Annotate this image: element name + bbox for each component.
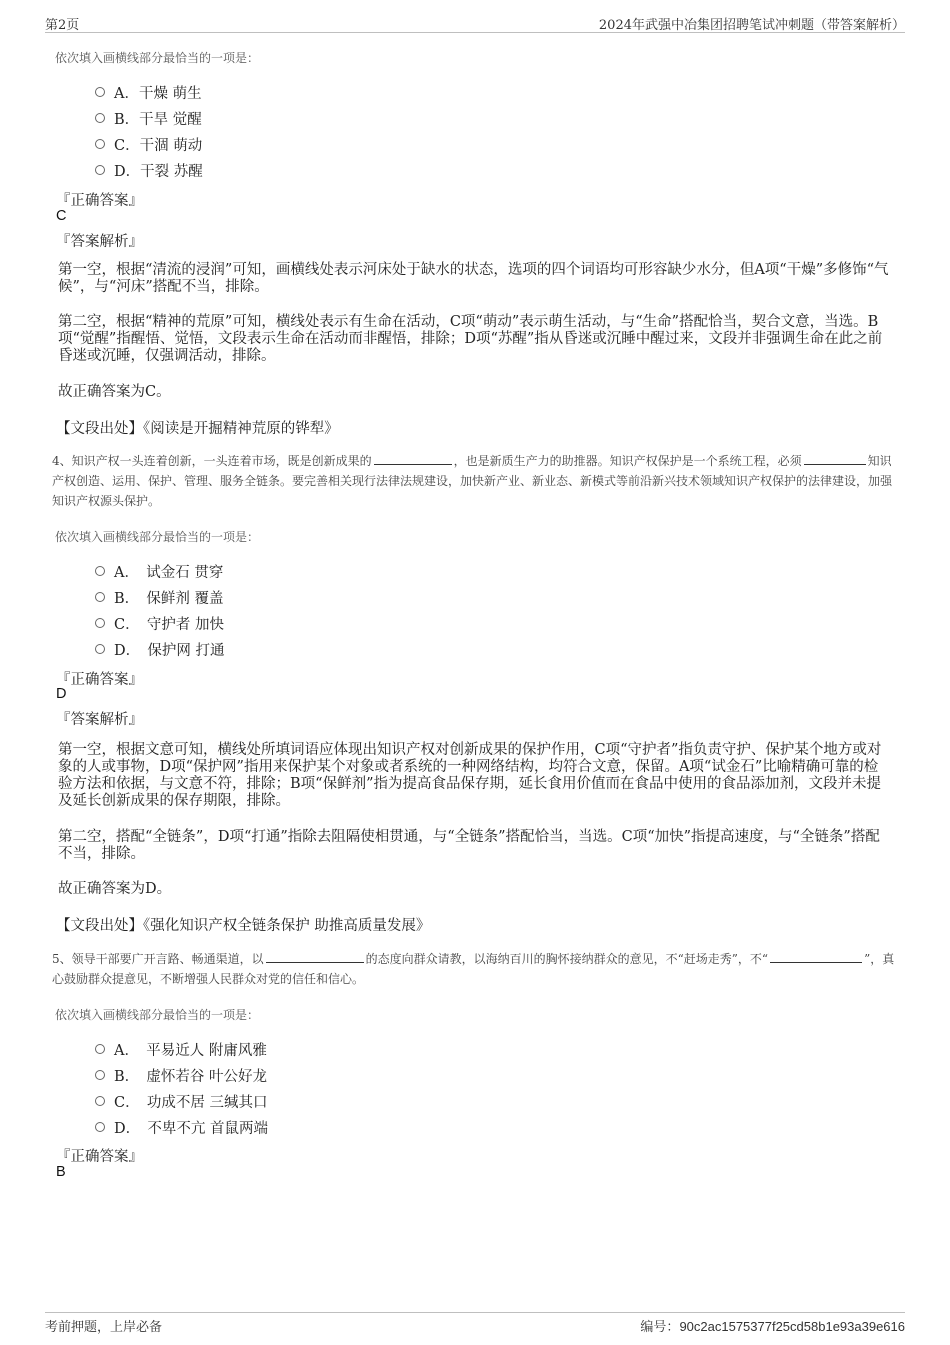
q4-blank-1: [374, 452, 452, 465]
q4-analysis-paragraph-1: 第一空，根据文意可知，横线处所填词语应体现出知识产权对创新成果的保护作用，C项“守护者”指负责守护、保护某个地方或对象的人或事物，D项“保护网”指用来保护某个对象或者系统的一种网络结构，均符合文意，保留。A项“试金石”比喻精确可靠的检验方法和依据，与文意不符，排除；B项“保鲜剂”指为提高食品保存期，延长食用价值而在食品中使用的食品添加剂，文段并未提及延长创新成果的保存期限，排除。: [58, 742, 882, 809]
q3-option-a[interactable]: A．干燥 萌生: [95, 82, 202, 104]
radio-icon[interactable]: [95, 1096, 105, 1106]
q4-answer: D: [56, 686, 67, 702]
analysis-label: 『答案解析』: [56, 712, 143, 728]
q3-analysis-paragraph-2: 第二空，根据“精神的荒原”可知，横线处表示有生命在活动，C项“萌动”表示萌生活动，与“生命”搭配恰当，契合文意，当选。B项“觉醒”指醒悟、觉悟，文段表示生命在活动而非醒悟，排除；D项“苏醒”指从昏迷或沉睡中醒过来，文段并非强调生命在此之前昏迷或沉睡，仅强调活动，排除。: [58, 314, 883, 364]
q5-option-c[interactable]: C． 功成不居 三缄其口: [95, 1091, 267, 1113]
radio-icon[interactable]: [95, 566, 105, 576]
radio-icon[interactable]: [95, 139, 105, 149]
radio-icon[interactable]: [95, 618, 105, 628]
q3-answer: C: [56, 208, 67, 224]
q3-option-d[interactable]: D．干裂 苏醒: [95, 160, 203, 182]
radio-icon[interactable]: [95, 592, 105, 602]
q4-stem: 4、知识产权一头连着创新，一头连着市场，既是创新成果的 ，也是新质生产力的助推器。知识产权保护是一个系统工程，必须 知识产权创造、运用、保护、管理、服务全链条。要完善相关现行法律法规建设，加快新产业、新业态、新模式等前沿新兴技术领域知识产权保护的法律建设，加强知识产权源头保护。: [52, 454, 893, 508]
correct-answer-label: 『正确答案』: [56, 193, 143, 209]
correct-answer-label: 『正确答案』: [56, 672, 143, 688]
radio-icon[interactable]: [95, 1070, 105, 1080]
q3-analysis-paragraph-1: 第一空，根据“清流的浸润”可知，画横线处表示河床处于缺水的状态，选项的四个词语均可形容缺少水分，但A项“干燥”多修饰“气候”，与“河床”搭配不当，排除。: [58, 262, 889, 295]
page-footer: [45, 1312, 905, 1337]
radio-icon[interactable]: [95, 113, 105, 123]
q4-analysis-paragraph-2: 第二空，搭配“全链条”，D项“打通”指除去阻隔使相贯通，与“全链条”搭配恰当，当选。C项“加快”指提高速度，与“全链条”搭配不当，排除。: [58, 829, 880, 862]
q5-option-b[interactable]: B． 虚怀若谷 叶公好龙: [95, 1065, 267, 1087]
q4-option-d[interactable]: D． 保护网 打通: [95, 639, 224, 661]
q4-option-a[interactable]: A． 试金石 贯穿: [95, 561, 223, 583]
radio-icon[interactable]: [95, 165, 105, 175]
q5-stem: 5、领导干部要广开言路、畅通渠道，以 的态度向群众请教，以海纳百川的胸怀接纳群众的意见，不“赶场走秀”，不“ ”，真心鼓励群众提意见，不断增强人民群众对党的信任和信心。: [52, 952, 895, 986]
q3-analysis-conclusion: 故正确答案为C。: [58, 384, 171, 400]
page-number: 第2页: [45, 18, 80, 33]
q5-answer: B: [56, 1164, 66, 1180]
q3-source: 【文段出处】《阅读是开掘精神荒原的铧犁》: [56, 421, 339, 437]
radio-icon[interactable]: [95, 1122, 105, 1132]
q3-option-b[interactable]: B．干旱 觉醒: [95, 108, 202, 130]
radio-icon[interactable]: [95, 87, 105, 97]
q5-blank-1: [266, 950, 364, 963]
q4-option-c[interactable]: C． 守护者 加快: [95, 613, 224, 635]
q4-analysis-conclusion: 故正确答案为D。: [58, 881, 172, 897]
page-header: [45, 12, 905, 33]
q5-option-a[interactable]: A． 平易近人 附庸风雅: [95, 1039, 267, 1061]
q4-blank-2: [804, 452, 866, 465]
question-prompt: 依次填入画横线部分最恰当的一项是：: [55, 51, 260, 65]
document-title: 2024年武强中冶集团招聘笔试冲刺题（带答案解析）: [598, 18, 905, 33]
q5-option-d[interactable]: D． 不卑不亢 首鼠两端: [95, 1117, 268, 1139]
analysis-label: 『答案解析』: [56, 234, 143, 250]
q4-source: 【文段出处】《强化知识产权全链条保护 助推高质量发展》: [56, 918, 431, 934]
correct-answer-label: 『正确答案』: [56, 1149, 143, 1165]
q3-option-c[interactable]: C．干涸 萌动: [95, 134, 202, 156]
radio-icon[interactable]: [95, 1044, 105, 1054]
q5-blank-2: [770, 950, 862, 963]
q4-option-b[interactable]: B． 保鲜剂 覆盖: [95, 587, 224, 609]
document-code: 编号：90c2ac1575377f25cd58b1e93a39e616: [640, 1319, 905, 1335]
footer-slogan: 考前押题，上岸必备: [45, 1320, 163, 1335]
question-prompt: 依次填入画横线部分最恰当的一项是：: [55, 1008, 260, 1022]
question-prompt: 依次填入画横线部分最恰当的一项是：: [55, 530, 260, 544]
radio-icon[interactable]: [95, 644, 105, 654]
